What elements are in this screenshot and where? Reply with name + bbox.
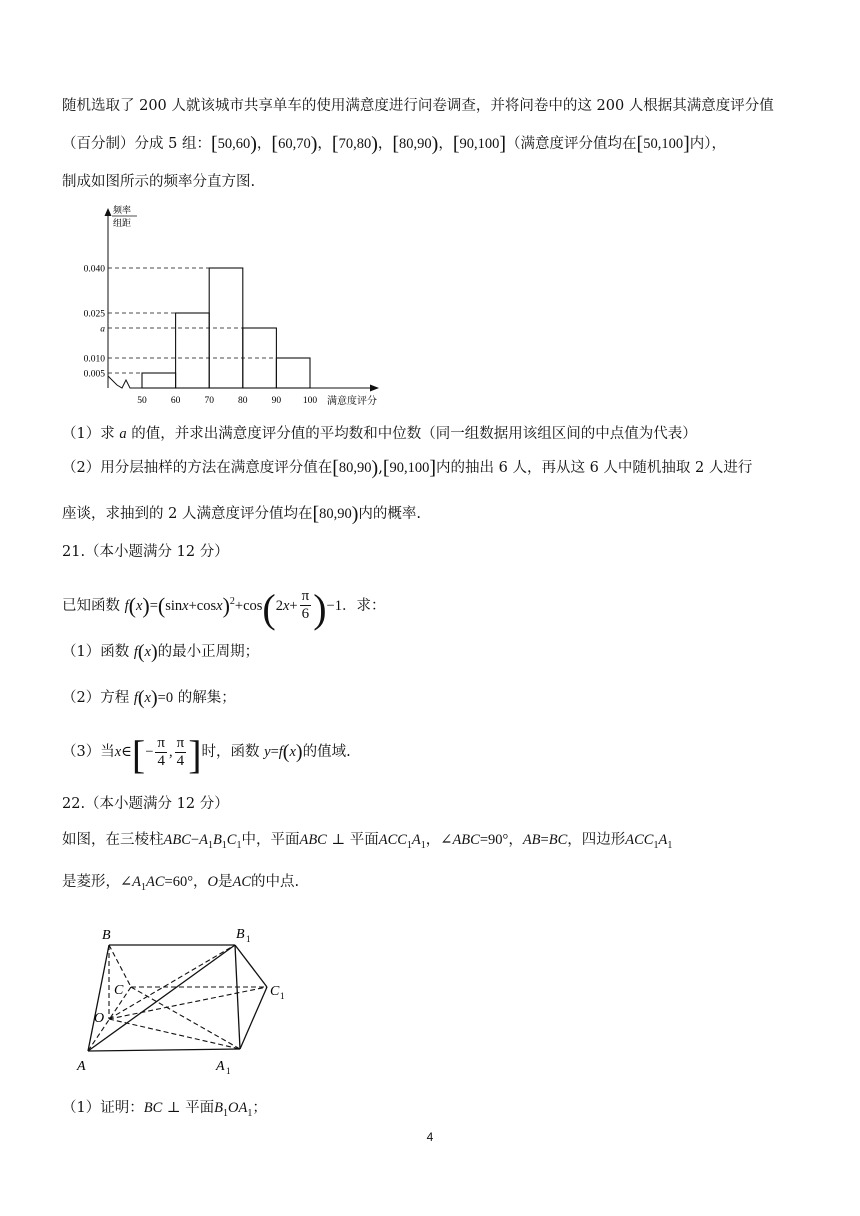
label-C1-sub: 1	[280, 991, 285, 1001]
y-tick-0.010: 0.010	[83, 354, 105, 365]
y-tick-0.025: 0.025	[83, 309, 105, 320]
y-tick-0.040: 0.040	[83, 264, 105, 275]
label-A1: A	[216, 1059, 225, 1074]
y-axis-arrow	[105, 208, 112, 216]
label-B: B	[102, 928, 111, 943]
x-tick-60: 60	[170, 396, 181, 406]
x-axis-label: 满意度评分	[327, 396, 377, 407]
label-C1: C	[270, 984, 280, 999]
q20-part-1: （1）求 a 的值，并求出满意度评分值的平均数和中位数（同一组数据用该组区间的中点值为代表）	[62, 426, 697, 442]
x-tick-80: 80	[238, 396, 248, 406]
y-axis-label-bottom: 组距	[113, 218, 132, 228]
q22-part-1: （1）证明：BC ⊥ 平面$B_1OA_1$；	[62, 1100, 267, 1119]
frequency-histogram	[70, 196, 400, 412]
q21-part-2: （2）方程 f(x)=0 的解集；	[62, 687, 236, 709]
x-axis-arrow	[370, 385, 379, 392]
chart-gridlines	[108, 268, 276, 373]
q22-header: 22.（本小题满分 12 分）	[62, 796, 229, 812]
y-axis-label-top: 频率	[113, 205, 132, 215]
q21-part-3: （3）当x∈[− $\frac{\pi}{4}$ , $\frac{\pi}{4}$ ]时，函数 y=f(x)的值域.	[62, 732, 351, 777]
intro-line-3: 制成如图所示的频率分直方图.	[62, 174, 256, 190]
page-number: 4	[426, 1130, 434, 1144]
q22-line-2: 是菱形，$\angle A_1AC=60^\circ$，O是AC的中点.	[62, 874, 300, 893]
label-O: O	[94, 1011, 105, 1026]
y-tick-a: a	[100, 324, 105, 335]
bar-90-100	[276, 358, 310, 388]
intro-line-1: 随机选取了 200 人就该城市共享单车的使用满意度进行问卷调查，并将问卷中的这 200 人根据其满意度评分值	[62, 98, 774, 114]
x-tick-70: 70	[204, 396, 214, 406]
label-A1-sub: 1	[226, 1066, 231, 1076]
x-tick-100: 100	[302, 396, 318, 406]
chart-axes	[105, 208, 380, 392]
q20-part-2-line-1: （2）用分层抽样的方法在满意度评分值在[80,90),[90,100]内的抽出 6 人，再从这 6 人中随机抽取 2 人进行	[62, 457, 753, 479]
chart-y-ticks	[84, 265, 106, 380]
bar-50-60	[142, 373, 176, 388]
label-A: A	[77, 1059, 86, 1074]
x-tick-50: 50	[137, 396, 147, 406]
q21-part-1: （1）函数 f(x)的最小正周期；	[62, 641, 260, 663]
prism-figure	[70, 918, 300, 1078]
bar-60-70	[176, 313, 210, 388]
q22-line-1: 如图，在三棱柱$ABC-A_1B_1C_1$中，平面ABC ⊥ 平面$ACC_1A_1$，∠ABC=90°，AB=BC，四边形$ACC_1A_1$	[62, 832, 673, 851]
chart-x-ticks	[137, 396, 317, 406]
q21-intro: 已知函数 $f(x)=(\sin x+\cos x)^2+\cos(2x+$ $\frac{\pi}{6}$ )−1．求：	[62, 585, 386, 631]
y-tick-0.005: 0.005	[83, 369, 105, 380]
q20-part-2-line-2: 座谈，求抽到的 2 人满意度评分值均在[80,90)内的概率.	[62, 503, 422, 525]
q21-header: 21.（本小题满分 12 分）	[62, 544, 229, 560]
intro-line-2: （百分制）分成 5 组：[50,60)，[60,70)，[70,80)，[80,90)，[90,100]（满意度评分值均在[50,100]内），	[62, 133, 727, 155]
x-tick-90: 90	[271, 396, 282, 406]
label-B1: B	[236, 927, 245, 942]
label-B1-sub: 1	[246, 934, 251, 944]
label-C: C	[114, 983, 124, 998]
